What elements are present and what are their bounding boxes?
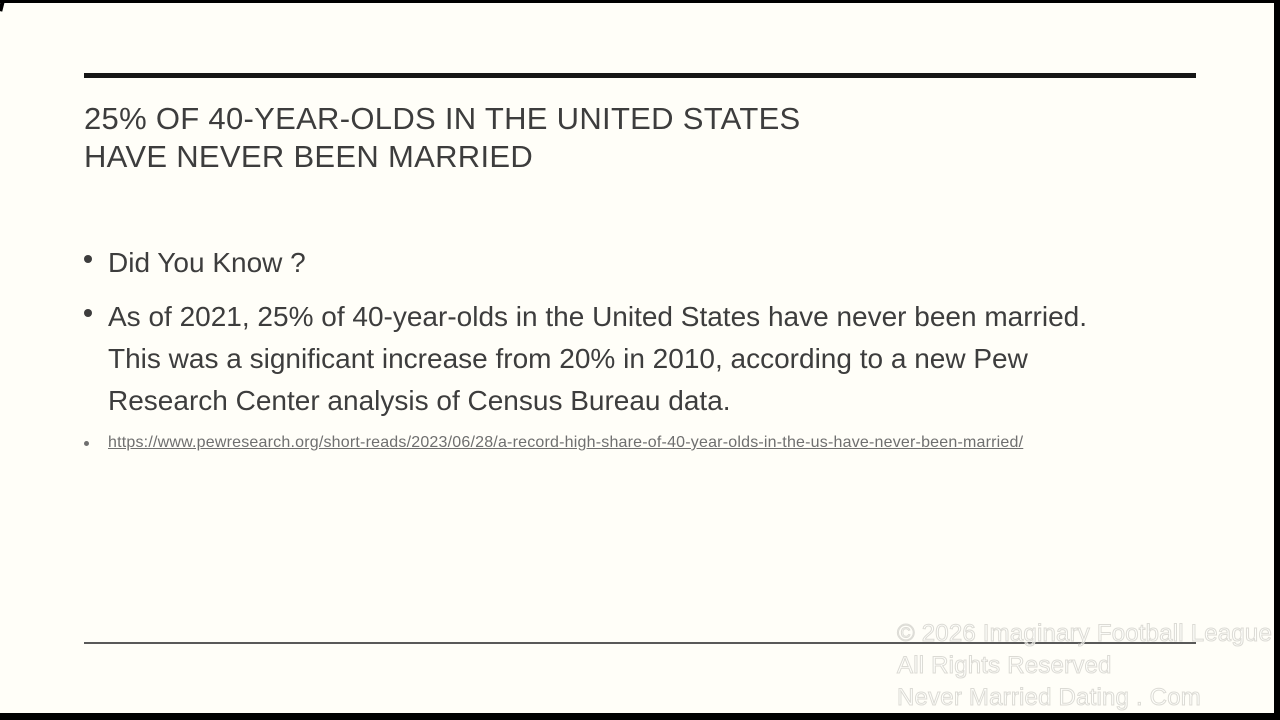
watermark (897, 618, 1272, 714)
bullet-icon (84, 309, 92, 317)
letterbox-top-bar (0, 0, 1280, 3)
slide-title-line2: HAVE NEVER BEEN MARRIED (84, 139, 534, 174)
watermark-site: Never Married Dating . Com (897, 684, 1201, 711)
letterbox-bottom-bar (0, 713, 1280, 720)
slide-title (84, 100, 801, 176)
source-row (84, 433, 1023, 453)
corner-artifact (0, 0, 5, 12)
slide-title-line1: 25% OF 40-YEAR-OLDS IN THE UNITED STATES (84, 101, 801, 136)
bullet-icon (84, 441, 89, 446)
bullet-icon (84, 255, 92, 263)
watermark-rights: All Rights Reserved (897, 652, 1112, 679)
bullet-text: Did You Know ? (108, 247, 306, 278)
letterbox-right-bar (1274, 0, 1280, 720)
bullet-text: As of 2021, 25% of 40-year-olds in the United States have never been married. This was a significant increase from 20% in 2010, according to a new Pew Research Center analysis of Census Bureau data. (108, 301, 1088, 416)
source-url-link[interactable]: https://www.pewresearch.org/short-reads/2023/06/28/a-record-high-share-of-40-year-olds-in-the-us-have-never-been-married/ (108, 434, 1024, 451)
watermark-copyright: © 2026 Imaginary Football League (897, 620, 1272, 647)
bullet-item-statistic (84, 296, 1130, 422)
title-rule (84, 73, 1196, 78)
bullet-item-did-you-know (84, 242, 306, 284)
